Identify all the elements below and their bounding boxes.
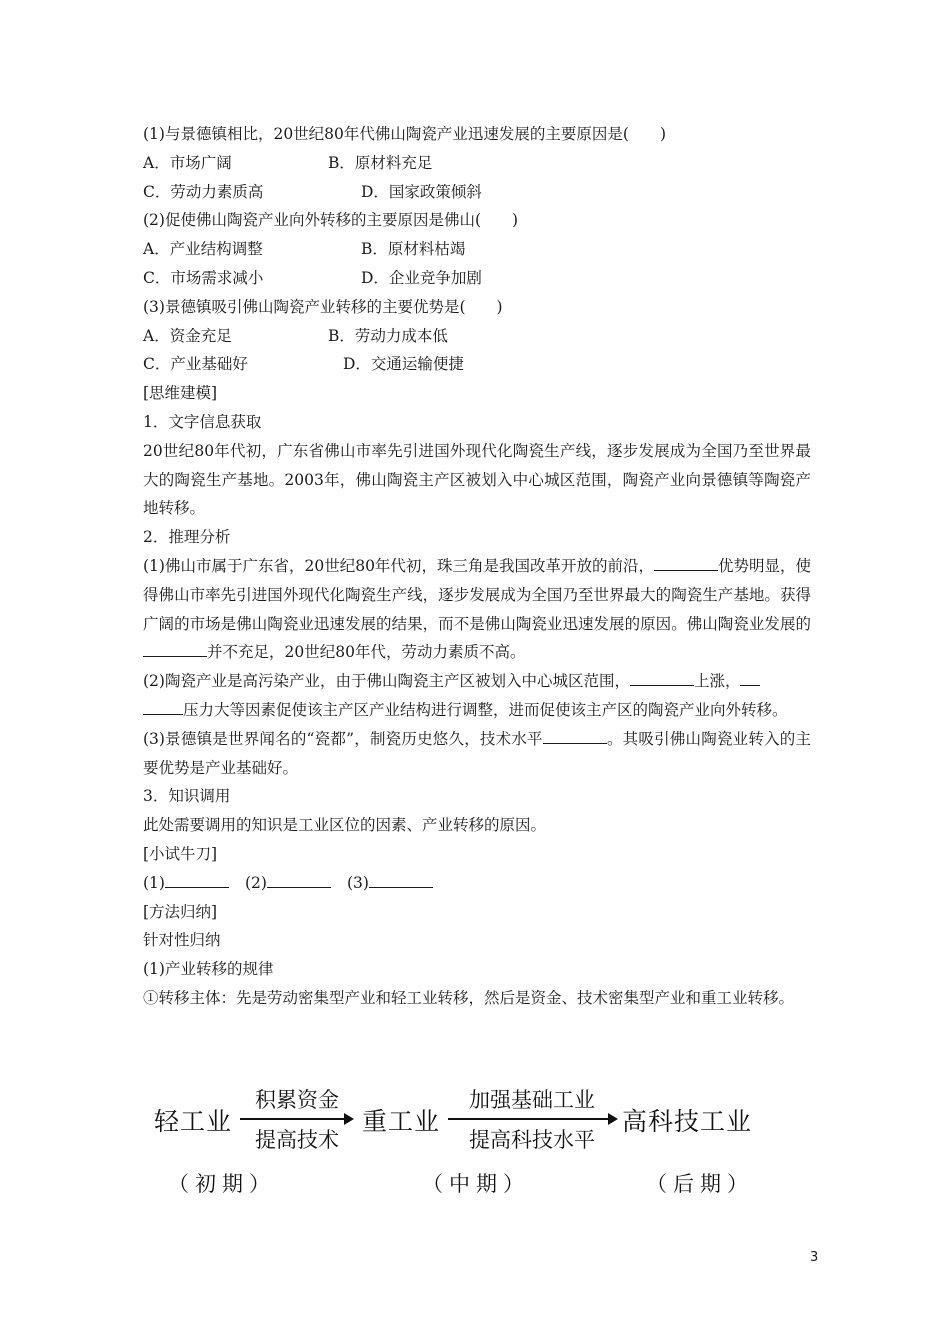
page-content	[143, 120, 811, 1013]
question-3-option-a: A．资金充足	[143, 326, 232, 345]
trial-answer-1-label: (1)	[143, 873, 165, 892]
period-late: （后期）	[646, 1172, 754, 1196]
rule-title: (1)产业转移的规律	[143, 960, 274, 979]
method-subheading: 针对性归纳	[143, 931, 221, 950]
stage-heavy-industry: 重工业	[362, 1107, 441, 1136]
analysis-1-part-b: 优势明显，使得佛山市率先引进国外现代化陶瓷生产线，逐步发展成为全国乃至世界最大的陶瓷生产基地。获得广阔的市场是佛山陶瓷业迅速发展的结果，而不是佛山陶瓷业迅速发展的原因。佛山陶瓷业发展的	[143, 556, 811, 633]
answer-blank[interactable]	[630, 669, 694, 686]
question-1-option-a: A．市场广阔	[143, 153, 232, 172]
question-2-options-row-2	[143, 264, 811, 293]
industry-transfer-flow-diagram	[150, 1080, 770, 1205]
analysis-2-part-b: 上涨，	[693, 672, 741, 691]
section-2-title: 2．推理分析	[143, 528, 231, 547]
section-1-text: 20世纪80年代初，广东省佛山市率先引进国外现代化陶瓷生产线，逐步发展成为全国乃至世界最大的陶瓷生产基地。2003年，佛山陶瓷主产区被划入中心城区范围，陶瓷产业向景德镇等陶瓷产地转移。	[143, 441, 811, 518]
trial-answer-2-label: (2)	[244, 873, 267, 892]
period-middle: （中期）	[422, 1172, 530, 1196]
model-heading: [思维建模]	[143, 384, 218, 403]
arrow-2-top-label: 加强基础工业	[469, 1088, 595, 1112]
trial-answer-1	[143, 869, 229, 898]
analysis-paragraph-3	[143, 725, 811, 783]
section-3-title: 3．知识调用	[143, 787, 231, 806]
answer-blank[interactable]	[543, 727, 607, 744]
question-3-option-b: B．劳动力成本低	[328, 326, 448, 345]
rule-1-text: ①转移主体：先是劳动密集型产业和轻工业转移，然后是资金、技术密集型产业和重工业转移。	[143, 988, 795, 1007]
analysis-2-part-c: 压力大等因素促使该主产区产业结构进行调整，进而促使该主产区的陶瓷产业向外转移。	[183, 700, 788, 719]
answer-blank[interactable]	[369, 871, 433, 888]
question-2-option-b: B．原材料枯竭	[361, 240, 466, 259]
analysis-3-part-a: (3)景德镇是世界闻名的“瓷都”，制瓷历史悠久，技术水平	[143, 729, 543, 748]
method-heading: [方法归纳]	[143, 902, 218, 921]
question-1-option-c: C．劳动力素质高	[143, 182, 264, 201]
analysis-paragraph-2	[143, 667, 811, 725]
analysis-paragraph-1	[143, 552, 811, 667]
analysis-3-part-b: 。其吸引佛山陶瓷业转入的主要优势是产业基础好。	[143, 729, 811, 777]
question-1-options-row-2	[143, 178, 811, 207]
section-3-text: 此处需要调用的知识是工业区位的因素、产业转移的原因。	[143, 816, 547, 835]
question-2-option-d: D．企业竞争加剧	[361, 268, 482, 287]
question-2-option-c: C．市场需求减小	[143, 268, 264, 287]
answer-blank[interactable]	[267, 871, 331, 888]
trial-answer-3-label: (3)	[346, 873, 369, 892]
arrow-1-bottom-label: 提高技术	[255, 1128, 339, 1152]
answer-blank[interactable]	[654, 554, 718, 571]
question-2-option-a: A．产业结构调整	[143, 240, 263, 259]
trial-answer-2	[245, 869, 331, 898]
analysis-2-part-a: (2)陶瓷产业是高污染产业，由于佛山陶瓷主产区被划入中心城区范围，	[143, 672, 630, 691]
question-2-options-row-1	[143, 235, 811, 264]
question-1-options-row-1	[143, 149, 811, 178]
stage-light-industry: 轻工业	[154, 1107, 233, 1136]
arrow-2	[448, 1118, 616, 1120]
section-1-title: 1．文字信息获取	[143, 412, 262, 431]
arrow-1	[240, 1118, 352, 1120]
question-2-stem: (2)促使佛山陶瓷产业向外转移的主要原因是佛山( )	[143, 211, 519, 230]
question-3-options-row-1	[143, 322, 811, 351]
period-early: （初期）	[168, 1172, 276, 1196]
page-number: 3	[810, 1250, 819, 1265]
trial-heading: [小试牛刀]	[143, 844, 218, 863]
trial-answer-3	[347, 869, 433, 898]
question-3-option-c: C．产业基础好	[143, 355, 248, 374]
answer-blank-continued[interactable]	[143, 698, 183, 715]
arrow-1-top-label: 积累资金	[255, 1088, 339, 1112]
arrow-2-bottom-label: 提高科技水平	[469, 1128, 595, 1152]
question-3-stem: (3)景德镇吸引佛山陶瓷产业转移的主要优势是( )	[143, 297, 503, 316]
question-1-stem: (1)与景德镇相比，20世纪80年代佛山陶瓷产业迅速发展的主要原因是( )	[143, 125, 666, 143]
question-1-option-b: B．原材料充足	[328, 153, 433, 172]
stage-high-tech-industry: 高科技工业	[622, 1107, 753, 1136]
answer-blank[interactable]	[165, 871, 229, 888]
trial-answers	[143, 869, 811, 898]
question-3-option-d: D．交通运输便捷	[343, 355, 464, 374]
answer-blank[interactable]	[143, 640, 207, 657]
analysis-1-part-c: 并不充足，20世纪80年代，劳动力素质不高。	[207, 643, 526, 662]
question-3-options-row-2	[143, 350, 811, 379]
answer-blank[interactable]	[740, 669, 760, 686]
analysis-1-part-a: (1)佛山市属于广东省，20世纪80年代初，珠三角是我国改革开放的前沿，	[143, 556, 654, 575]
question-1-option-d: D．国家政策倾斜	[361, 182, 482, 201]
